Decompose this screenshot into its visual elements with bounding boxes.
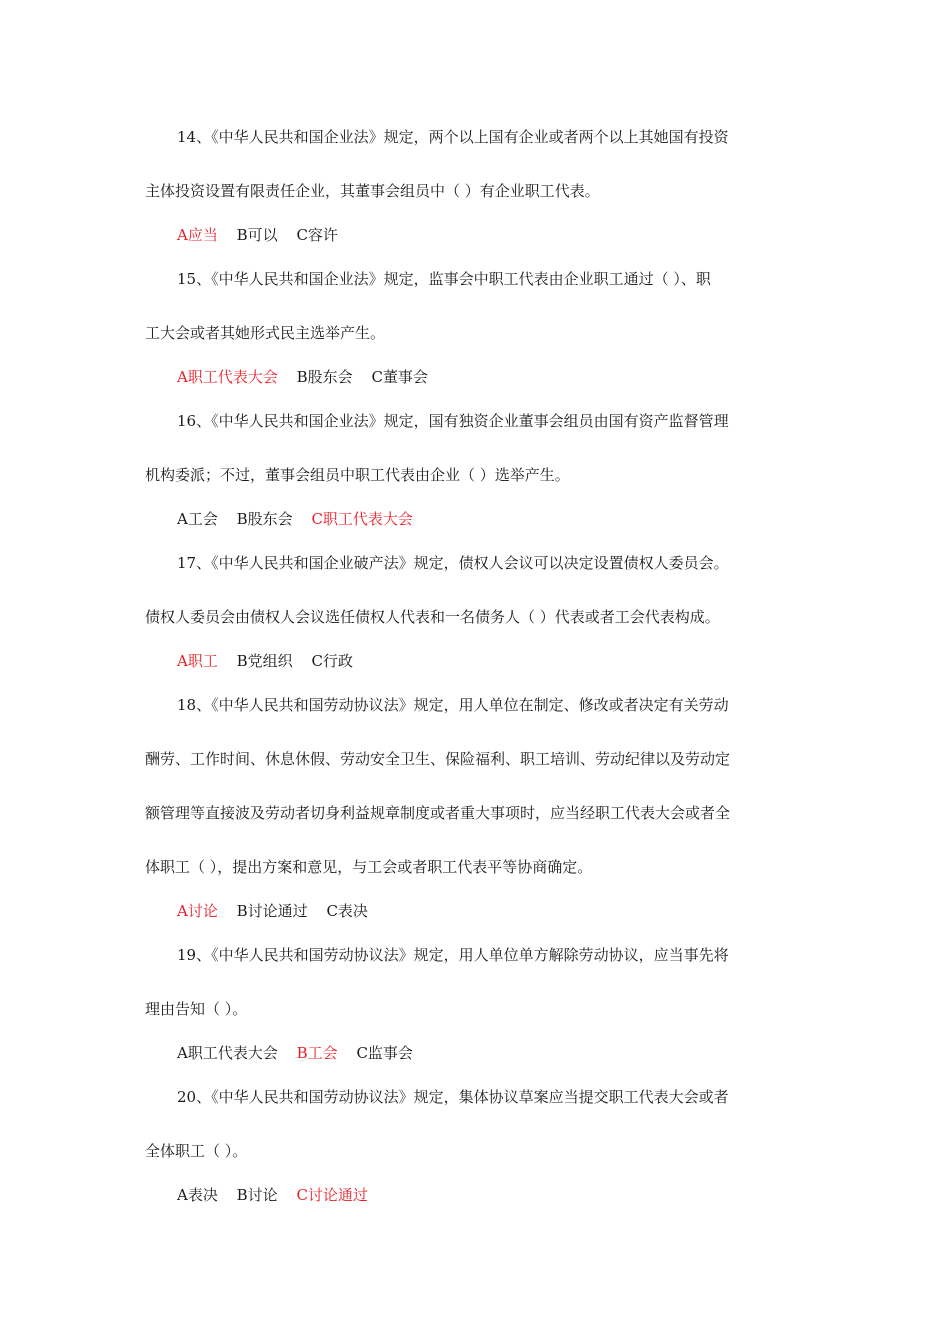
question-19-line-2: 理由告知（ ）。: [145, 1000, 248, 1018]
question-18-line-1: 18、《中华人民共和国劳动协议法》规定，用人单位在制定、修改或者决定有关劳动: [177, 696, 729, 714]
option-c: C容许: [296, 226, 338, 244]
question-18-line-3: 额管理等直接波及劳动者切身利益规章制度或者重大事项时，应当经职工代表大会或者全: [145, 804, 731, 822]
question-17-options: [177, 651, 367, 671]
question-17-line-1: 17、《中华人民共和国企业破产法》规定，债权人会议可以决定设置债权人委员会。: [177, 554, 729, 572]
question-16-options: [177, 509, 427, 529]
question-14-line-1: 14、《中华人民共和国企业法》规定，两个以上国有企业或者两个以上其她国有投资: [177, 128, 729, 146]
question-19-options: [177, 1043, 427, 1063]
option-c: C董事会: [371, 368, 428, 386]
option-c: C行政: [311, 652, 353, 670]
option-b: B股东会: [296, 368, 353, 386]
option-b: B可以: [236, 226, 278, 244]
option-c: C表决: [326, 902, 368, 920]
option-b: B工会: [296, 1044, 338, 1062]
option-b: B讨论: [236, 1186, 278, 1204]
option-b: B党组织: [236, 652, 293, 670]
option-a: A职工代表大会: [177, 1044, 278, 1062]
question-20-line-2: 全体职工（ ）。: [145, 1142, 248, 1160]
question-17-line-2: 债权人委员会由债权人会议选任债权人代表和一名债务人（ ）代表或者工会代表构成。: [145, 608, 720, 626]
option-a: A职工代表大会: [177, 368, 278, 386]
question-14-line-2: 主体投资设置有限责任企业，其董事会组员中（ ）有企业职工代表。: [145, 182, 600, 200]
option-c: C职工代表大会: [311, 510, 413, 528]
question-14-options: [177, 225, 352, 245]
question-16-line-2: 机构委派；不过，董事会组员中职工代表由企业（ ）选举产生。: [145, 466, 570, 484]
question-18-options: [177, 901, 382, 921]
question-18-line-2: 酬劳、工作时间、休息休假、劳动安全卫生、保险福利、职工培训、劳动纪律以及劳动定: [145, 750, 731, 768]
option-a: A职工: [177, 652, 218, 670]
question-18-line-4: 体职工（ ），提出方案和意见，与工会或者职工代表平等协商确定。: [145, 858, 593, 876]
question-20-options: [177, 1185, 382, 1205]
option-c: C监事会: [356, 1044, 413, 1062]
question-20-line-1: 20、《中华人民共和国劳动协议法》规定，集体协议草案应当提交职工代表大会或者: [177, 1088, 729, 1106]
question-15-line-2: 工大会或者其她形式民主选举产生。: [145, 324, 386, 342]
question-15-options: [177, 367, 442, 387]
question-15-line-1: 15、《中华人民共和国企业法》规定，监事会中职工代表由企业职工通过（ ）、职: [177, 270, 711, 288]
option-b: B股东会: [236, 510, 293, 528]
question-19-line-1: 19、《中华人民共和国劳动协议法》规定，用人单位单方解除劳动协议，应当事先将: [177, 946, 729, 964]
option-b: B讨论通过: [236, 902, 308, 920]
option-a: A应当: [177, 226, 218, 244]
option-a: A工会: [177, 510, 218, 528]
option-a: A讨论: [177, 902, 218, 920]
option-a: A表决: [177, 1186, 218, 1204]
option-c: C讨论通过: [296, 1186, 368, 1204]
question-16-line-1: 16、《中华人民共和国企业法》规定，国有独资企业董事会组员由国有资产监督管理: [177, 412, 729, 430]
